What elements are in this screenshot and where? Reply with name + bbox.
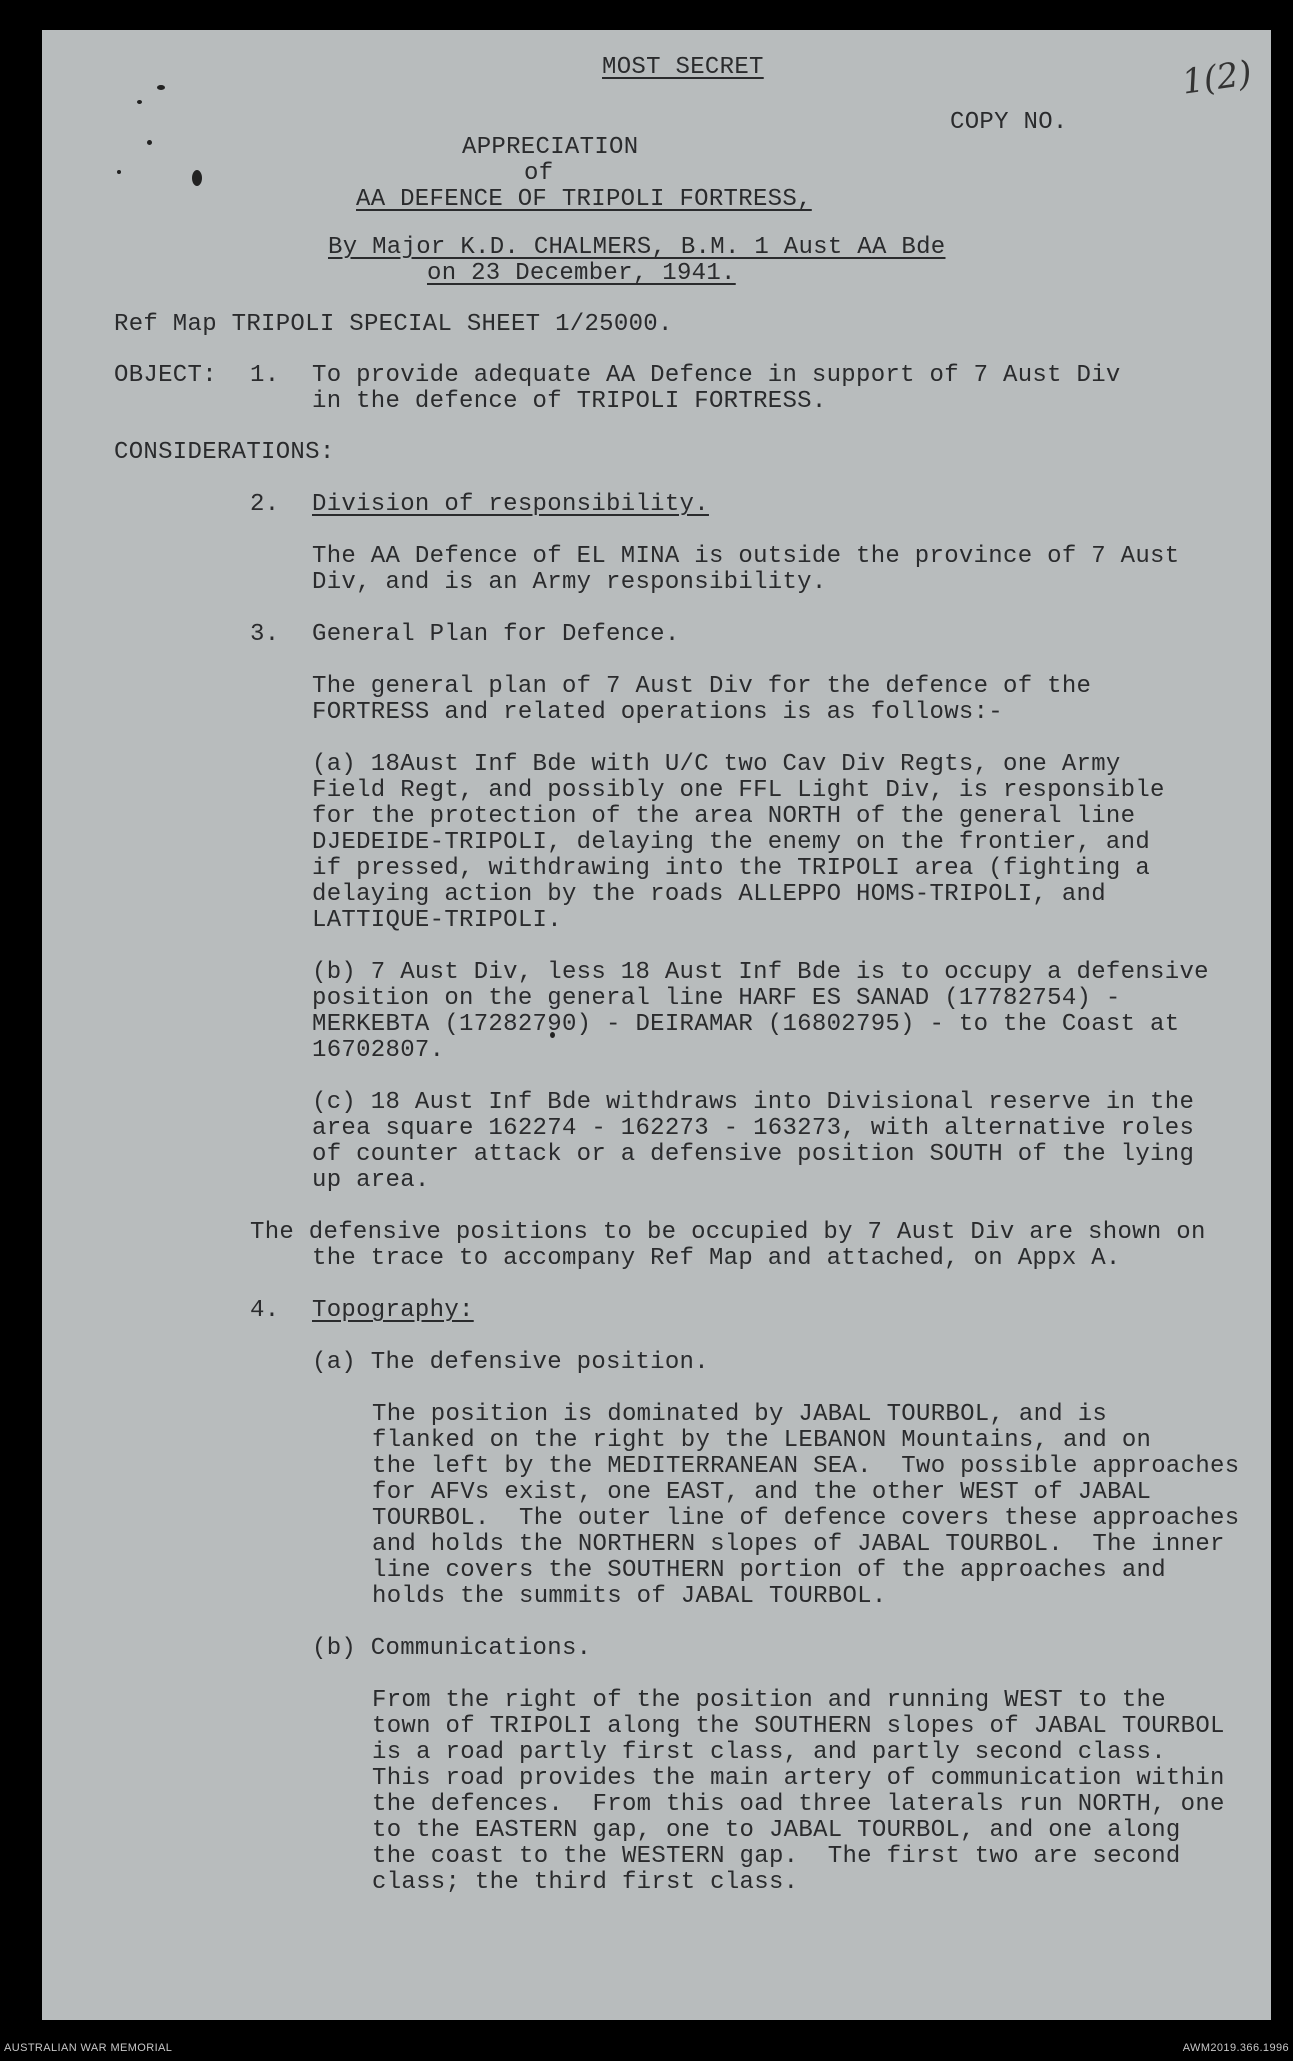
classification-header: MOST SECRET <box>602 54 764 81</box>
section-4-heading: Topography: <box>312 1297 474 1324</box>
title-date: on 23 December, 1941. <box>427 260 736 287</box>
section-3a-line: LATTIQUE-TRIPOLI. <box>312 907 562 934</box>
section-4a-line: and holds the NORTHERN slopes of JABAL TOURBOL. The inner <box>372 1531 1225 1558</box>
section-4a-line: The position is dominated by JABAL TOURBOL, and is <box>372 1401 1108 1428</box>
section-4-number: 4. <box>250 1297 280 1324</box>
section-3c-line: up area. <box>312 1167 430 1194</box>
section-3c-line: area square 162274 - 162273 - 163273, with alternative roles <box>312 1115 1195 1142</box>
considerations-label: CONSIDERATIONS: <box>114 439 335 466</box>
object-label: OBJECT: <box>114 362 217 389</box>
ink-mark <box>157 85 165 90</box>
section-4a-line: holds the summits of JABAL TOURBOL. <box>372 1583 887 1610</box>
document-page <box>42 30 1271 2020</box>
section-2-line: Div, and is an Army responsibility. <box>312 569 827 596</box>
section-2-number: 2. <box>250 491 280 518</box>
section-3a-line: if pressed, withdrawing into the TRIPOLI area (fighting a <box>312 855 1151 882</box>
section-3-number: 3. <box>250 621 280 648</box>
section-3c-line: (c) 18 Aust Inf Bde withdraws into Divisional reserve in the <box>312 1089 1195 1116</box>
section-3-heading: General Plan for Defence. <box>312 621 680 648</box>
title-subject: AA DEFENCE OF TRIPOLI FORTRESS, <box>356 186 812 213</box>
section-3-closing-line: the trace to accompany Ref Map and attached, on Appx A. <box>312 1245 1121 1272</box>
section-4a-line: TOURBOL. The outer line of defence covers these approaches <box>372 1505 1240 1532</box>
section-4a-line: the left by the MEDITERRANEAN SEA. Two possible approaches <box>372 1453 1240 1480</box>
section-3-closing-line: The defensive positions to be occupied by 7 Aust Div are shown on <box>250 1219 1206 1246</box>
footer-catalogue-id: AWM2019.366.1996 <box>1182 2042 1289 2054</box>
section-4a-heading: (a) The defensive position. <box>312 1349 709 1376</box>
section-4b-line: This road provides the main artery of communication within <box>372 1765 1225 1792</box>
section-3a-line: (a) 18Aust Inf Bde with U/C two Cav Div Regts, one Army <box>312 751 1121 778</box>
section-3-intro-line: FORTRESS and related operations is as follows:- <box>312 699 1004 726</box>
object-number: 1. <box>250 362 280 389</box>
section-4a-line: for AFVs exist, one EAST, and the other WEST of JABAL <box>372 1479 1152 1506</box>
section-2-line: The AA Defence of EL MINA is outside the province of 7 Aust <box>312 543 1180 570</box>
section-2-heading: Division of responsibility. <box>312 491 709 518</box>
title-of: of <box>524 160 554 187</box>
section-3a-line: delaying action by the roads ALLEPPO HOMS-TRIPOLI, and <box>312 881 1106 908</box>
section-3-intro-line: The general plan of 7 Aust Div for the defence of the <box>312 673 1092 700</box>
copy-number: COPY NO. <box>950 109 1068 136</box>
section-4b-line: to the EASTERN gap, one to JABAL TOURBOL, and one along <box>372 1817 1181 1844</box>
ink-mark <box>147 140 152 145</box>
section-4b-line: class; the third first class. <box>372 1869 799 1896</box>
section-4a-line: flanked on the right by the LEBANON Mountains, and on <box>372 1427 1152 1454</box>
title-appreciation: APPRECIATION <box>462 134 639 161</box>
footer-archive-name: AUSTRALIAN WAR MEMORIAL <box>4 2042 173 2054</box>
object-line: To provide adequate AA Defence in support of 7 Aust Div <box>312 362 1121 389</box>
section-3b-line: MERKEBTA (17282790) - DEIRAMAR (16802795) - to the Coast at <box>312 1011 1180 1038</box>
section-3b-line: (b) 7 Aust Div, less 18 Aust Inf Bde is to occupy a defensive <box>312 959 1209 986</box>
section-4b-line: From the right of the position and running WEST to the <box>372 1687 1166 1714</box>
section-4b-line: the defences. From this oad three laterals run NORTH, one <box>372 1791 1225 1818</box>
ink-mark <box>117 170 121 174</box>
section-4b-line: town of TRIPOLI along the SOUTHERN slopes of JABAL TOURBOL <box>372 1713 1225 1740</box>
ink-mark <box>137 100 142 104</box>
section-4b-line: the coast to the WESTERN gap. The first two are second <box>372 1843 1181 1870</box>
ref-map: Ref Map TRIPOLI SPECIAL SHEET 1/25000. <box>114 311 673 338</box>
section-3a-line: Field Regt, and possibly one FFL Light Div, is responsible <box>312 777 1165 804</box>
section-3a-line: DJEDEIDE-TRIPOLI, delaying the enemy on the frontier, and <box>312 829 1151 856</box>
section-4a-line: line covers the SOUTHERN portion of the approaches and <box>372 1557 1166 1584</box>
section-3c-line: of counter attack or a defensive position SOUTH of the lying <box>312 1141 1195 1168</box>
section-4b-line: is a road partly first class, and partly second class. <box>372 1739 1166 1766</box>
section-3b-line: position on the general line HARF ES SANAD (17782754) - <box>312 985 1121 1012</box>
ink-mark <box>192 170 202 186</box>
object-line: in the defence of TRIPOLI FORTRESS. <box>312 388 827 415</box>
section-3b-line: 16702807. <box>312 1037 445 1064</box>
section-4b-heading: (b) Communications. <box>312 1635 592 1662</box>
handwritten-reference: 1(2) <box>1179 53 1255 103</box>
section-3a-line: for the protection of the area NORTH of the general line <box>312 803 1136 830</box>
title-author: By Major K.D. CHALMERS, B.M. 1 Aust AA Bde <box>328 234 946 261</box>
